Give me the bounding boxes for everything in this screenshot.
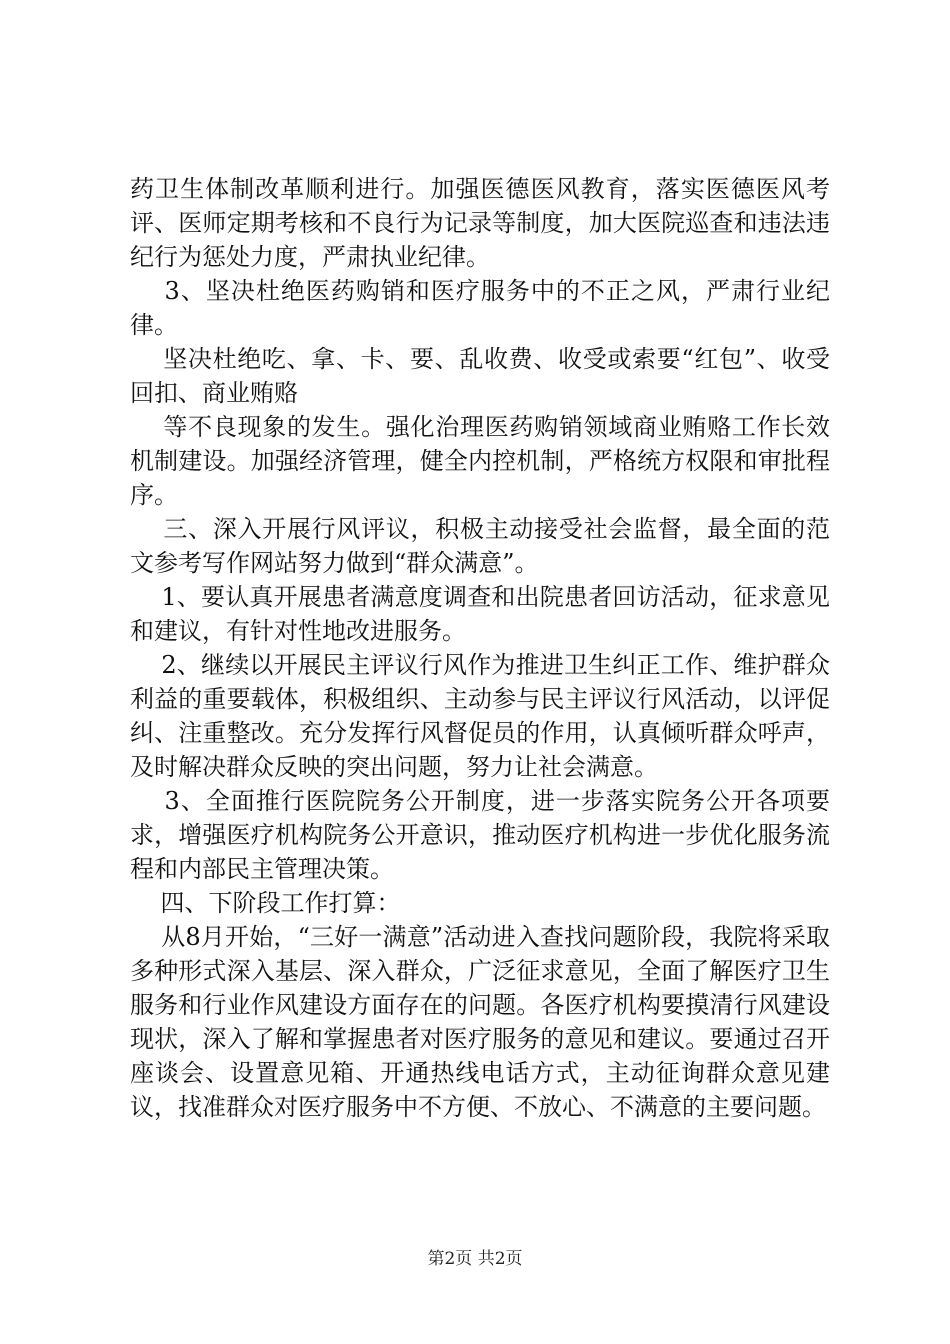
page-footer: 第2页 共2页 (427, 1249, 523, 1269)
paragraph-8: 3、全面推行医院院务公开制度，进一步落实院务公开各项要求，增强医疗机构院务公开意识，推动医疗机构进一步优化服务流程和内部民主管理决策。 (130, 787, 830, 883)
paragraph-5: 三、深入开展行风评议，积极主动接受社会监督，最全面的范文参考写作网站努力做到“群众满意”。 (130, 515, 831, 577)
paragraph-4: 等不良现象的发生。强化治理医药购销领域商业贿赂工作长效机制建设。加强经济管理，健全内控机制，严格统方权限和审批程序。 (130, 413, 831, 509)
paragraph-1: 药卫生体制改革顺利进行。加强医德医风教育，落实医德医风考评、医师定期考核和不良行为记录等制度，加大医院巡查和违法违纪行为惩处力度，严肃执业纪律。 (130, 175, 830, 271)
paragraph-10: 从8月开始，“三好一满意”活动进入查找问题阶段，我院将采取多种形式深入基层、深入群众，广泛征求意见，全面了解医疗卫生服务和行业作风建设方面存在的问题。各医疗机构要摸清行风建设现状，深入了解和掌握患者对医疗服务的意见和建议。要通过召开座谈会、设置意见箱、开通热线电话方式，主动征询群众意见建议，找准群众对医疗服务中不方便、不放心、不满意的主要问题。 (130, 923, 831, 1121)
paragraph-7: 2、继续以开展民主评议行风作为推进卫生纠正工作、维护群众利益的重要载体，积极组织、主动参与民主评议行风活动，以评促纠、注重整改。充分发挥行风督促员的作用，认真倾听群众呼声，及时解决群众反映的突出问题，努力让社会满意。 (130, 651, 830, 781)
paragraph-3: 坚决杜绝吃、拿、卡、要、乱收费、收受或索要“红包”、收受回扣、商业贿赂 (130, 345, 830, 407)
paragraph-6: 1、要认真开展患者满意度调查和出院患者回访活动，征求意见和建议，有针对性地改进服务。 (130, 583, 830, 645)
paragraph-2: 3、坚决杜绝医药购销和医疗服务中的不正之风，严肃行业纪律。 (130, 277, 830, 339)
paragraph-9: 四、下阶段工作打算： (130, 889, 401, 917)
document-body (130, 172, 830, 1124)
